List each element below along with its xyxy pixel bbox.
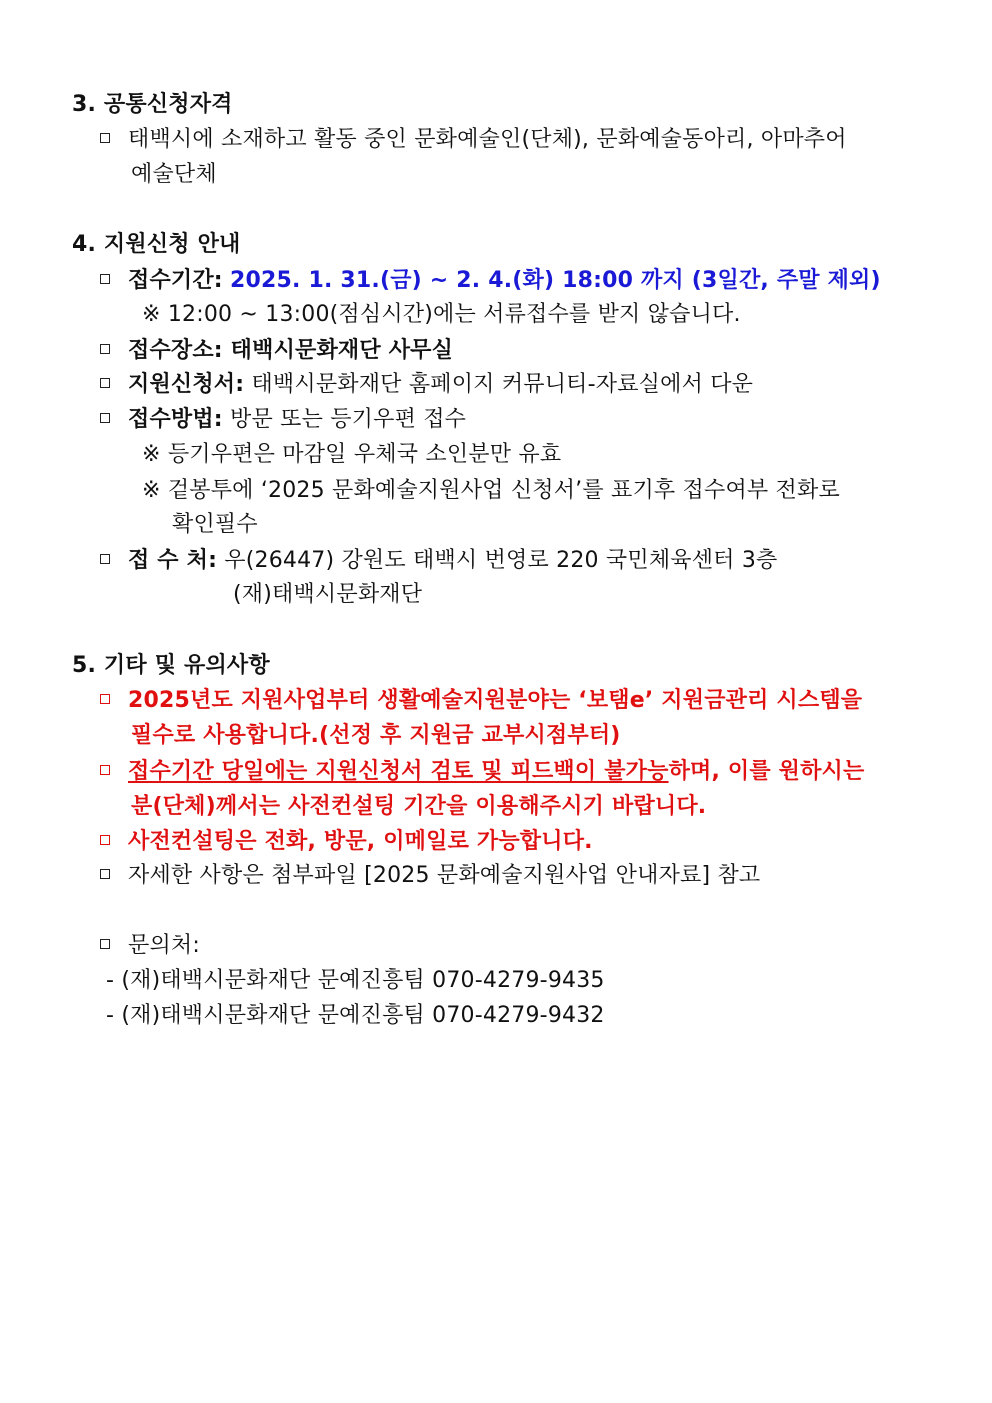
- square-bullet-icon: [100, 939, 110, 949]
- square-bullet-icon: [100, 413, 110, 423]
- square-bullet-icon: [100, 869, 110, 879]
- notice-2-rest: 하며, 이를 원하시는: [668, 759, 865, 784]
- form-label: 지원신청서:: [128, 372, 245, 397]
- place-text: 접수장소: 태백시문화재단 사무실: [128, 338, 454, 363]
- period-label: 접수기간:: [128, 268, 223, 293]
- notice-2-cont: 분(단체)께서는 사전컨설팅 기간을 이용해주시기 바랍니다.: [131, 794, 707, 819]
- method-label: 접수방법:: [128, 407, 223, 432]
- square-bullet-icon: [100, 835, 110, 845]
- notice-1-text: 2025년도 지원사업부터 생활예술지원분야는 ‘보탬e’ 지원금관리 시스템을: [128, 688, 863, 713]
- address-item: [100, 546, 777, 576]
- detail-text: 자세한 사항은 첨부파일 [2025 문화예술지원사업 안내자료] 참고: [128, 863, 761, 888]
- notice-3: [100, 827, 593, 857]
- method-note-1: ※ 등기우편은 마감일 우체국 소인분만 유효: [142, 442, 562, 467]
- square-bullet-icon: [100, 133, 110, 143]
- contact-line-1: - (재)태백시문화재단 문예진흥팀 070-4279-9435: [106, 968, 605, 993]
- contact-line-2: - (재)태백시문화재단 문예진흥팀 070-4279-9432: [106, 1003, 605, 1028]
- square-bullet-icon: [100, 378, 110, 388]
- square-bullet-icon: [100, 765, 110, 775]
- section-4-heading: 4. 지원신청 안내: [72, 232, 241, 257]
- square-bullet-icon: [100, 694, 110, 704]
- period-note: ※ 12:00 ~ 13:00(점심시간)에는 서류접수를 받지 않습니다.: [142, 302, 741, 327]
- s3-bullet-1-cont: 예술단체: [131, 162, 217, 187]
- notice-2: [100, 757, 864, 787]
- form-value: 태백시문화재단 홈페이지 커뮤니티-자료실에서 다운: [251, 372, 754, 397]
- address-value: 우(26447) 강원도 태백시 번영로 220 국민체육센터 3층: [224, 548, 778, 573]
- method-value: 방문 또는 등기우편 접수: [230, 407, 467, 432]
- square-bullet-icon: [100, 344, 110, 354]
- period-item: [100, 266, 881, 296]
- form-item: [100, 370, 753, 400]
- notice-3-text: 사전컨설팅은 전화, 방문, 이메일로 가능합니다.: [128, 829, 593, 854]
- section-3-heading: 3. 공통신청자격: [72, 92, 233, 117]
- square-bullet-icon: [100, 274, 110, 284]
- method-item: [100, 405, 466, 435]
- detail-item: [100, 861, 760, 891]
- contact-label: 문의처:: [128, 933, 200, 958]
- contact-item: [100, 931, 200, 961]
- s3-bullet-1: [100, 125, 912, 155]
- address-label: 접 수 처:: [128, 548, 218, 573]
- place-item: [100, 336, 453, 366]
- notice-1: [100, 686, 862, 716]
- notice-2-underlined: 접수기간 당일에는 지원신청서 검토 및 피드백이 불가능: [128, 759, 669, 784]
- notice-1-cont: 필수로 사용합니다.(선정 후 지원금 교부시점부터): [131, 723, 621, 748]
- address-org: (재)태백시문화재단: [233, 582, 423, 607]
- s3-bullet-1-text: 태백시에 소재하고 활동 중인 문화예술인(단체), 문화예술동아리, 아마추어: [128, 127, 847, 152]
- method-note-2: ※ 겉봉투에 ‘2025 문화예술지원사업 신청서’를 표기후 접수여부 전화로: [142, 478, 840, 503]
- section-5-heading: 5. 기타 및 유의사항: [72, 653, 270, 678]
- square-bullet-icon: [100, 554, 110, 564]
- period-value: 2025. 1. 31.(금) ~ 2. 4.(화) 18:00 까지 (3일간, 주말 제외): [230, 268, 881, 293]
- method-note-2-cont: 확인필수: [172, 512, 258, 537]
